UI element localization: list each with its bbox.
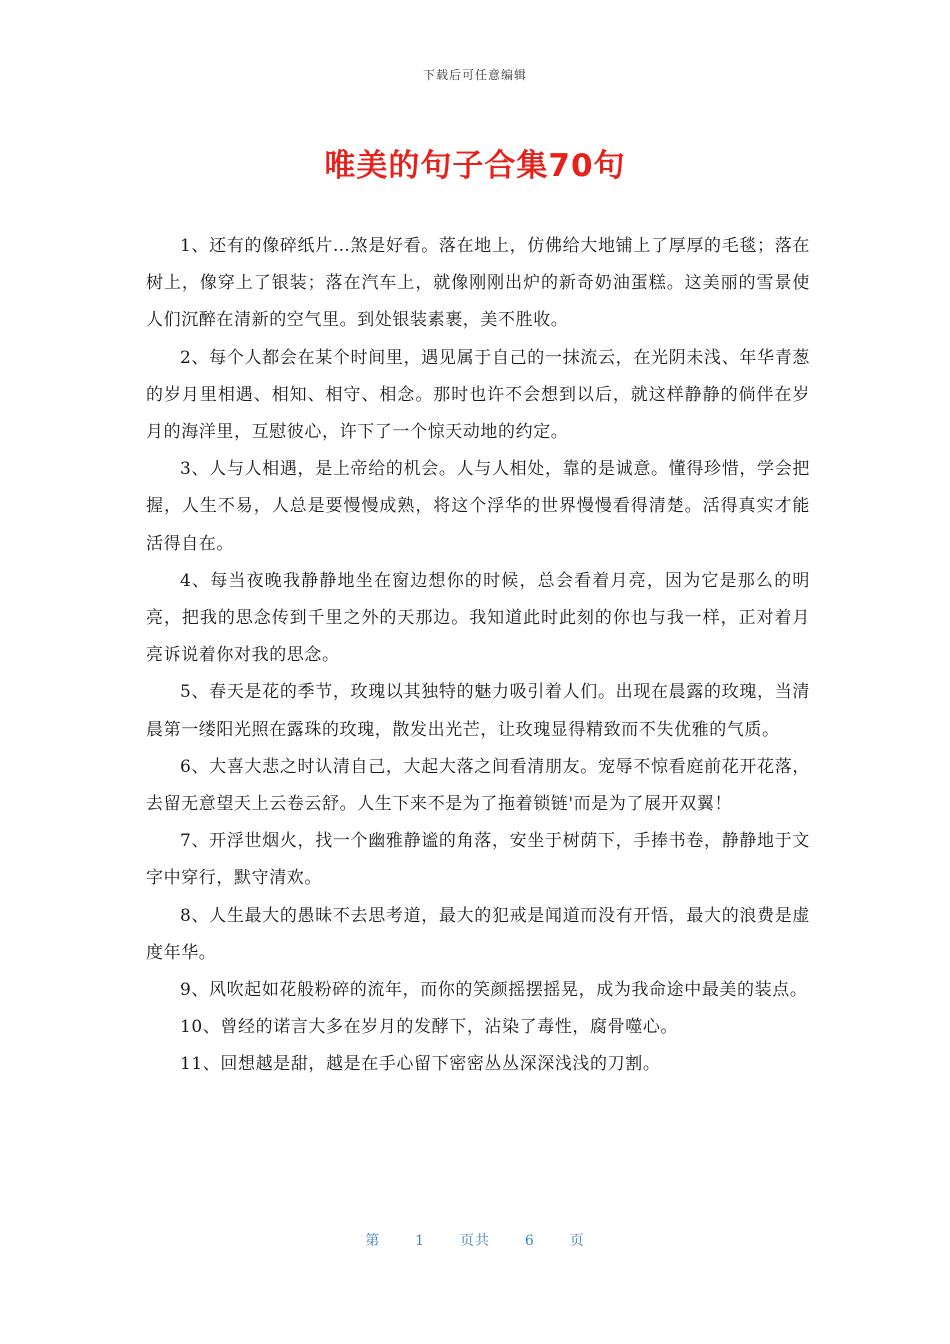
footer-suffix: 页: [569, 1233, 585, 1249]
footer-page-number: 1: [415, 1233, 426, 1249]
paragraph-3: 3、人与人相遇，是上帝给的机会。人与人相处，靠的是诚意。懂得珍惜，学会把握，人生不易，人总是要慢慢成熟，将这个浮华的世界慢慢看得清楚。活得真实才能活得自在。: [146, 459, 810, 554]
document-body: [146, 228, 810, 1084]
header-note: 下载后可任意编辑: [422, 68, 527, 82]
footer-middle: 页共: [460, 1233, 490, 1249]
paragraph-6: 6、大喜大悲之时认清自己，大起大落之间看清朋友。宠辱不惊看庭前花开花落，去留无意望天上云卷云舒。人生下来不是为了拖着锁链'而是为了展开双翼！: [146, 756, 810, 815]
paragraph-5: 5、春天是花的季节，玫瑰以其独特的魅力吸引着人们。出现在晨露的玫瑰，当清晨第一缕阳光照在露珠的玫瑰，散发出光芒，让玫瑰显得精致而不失优雅的气质。: [146, 682, 810, 740]
paragraph-1: 1、还有的像碎纸片…煞是好看。落在地上，仿佛给大地铺上了厚厚的毛毯；落在树上，像穿上了银装；落在汽车上，就像刚刚出炉的新奇奶油蛋糕。这美丽的雪景使人们沉醉在清新的空气里。到处银装素裹，美不胜收。: [146, 236, 810, 331]
paragraph-8: 8、人生最大的愚昧不去思考道，最大的犯戒是闻道而没有开悟，最大的浪费是虚度年华。: [146, 905, 810, 963]
footer-prefix: 第: [365, 1233, 381, 1249]
paragraph-4: 4、每当夜晚我静静地坐在窗边想你的时候，总会看着月亮，因为它是那么的明亮，把我的思念传到千里之外的天那边。我知道此时此刻的你也与我一样，正对着月亮诉说着你对我的思念。: [146, 570, 810, 666]
document-title: 唯美的句子合集70句: [324, 148, 626, 184]
paragraph-10: 10、曾经的诺言大多在岁月的发酵下，沾染了毒性，腐骨噬心。: [180, 1017, 679, 1038]
page-footer: [0, 1230, 950, 1250]
paragraph-2: 2、每个人都会在某个时间里，遇见属于自己的一抹流云，在光阴未浅、年华青葱的岁月里相遇、相知、相守、相念。那时也许不会想到以后，就这样静静的倘伴在岁月的海洋里，互慰彼心，许下了一个惊天动地的约定。: [146, 347, 810, 443]
paragraph-11: 11、回想越是甜，越是在手心留下密密丛丛深深浅浅的刀割。: [180, 1054, 661, 1075]
paragraph-7: 7、开浮世烟火，找一个幽雅静谧的角落，安坐于树荫下，手捧书卷，静静地于文字中穿行，默守清欢。: [146, 831, 810, 889]
paragraph-9: 9、风吹起如花般粉碎的流年，而你的笑颜摇摆摇晃，成为我命途中最美的装点。: [180, 980, 808, 1001]
footer-total-pages: 6: [524, 1233, 535, 1249]
